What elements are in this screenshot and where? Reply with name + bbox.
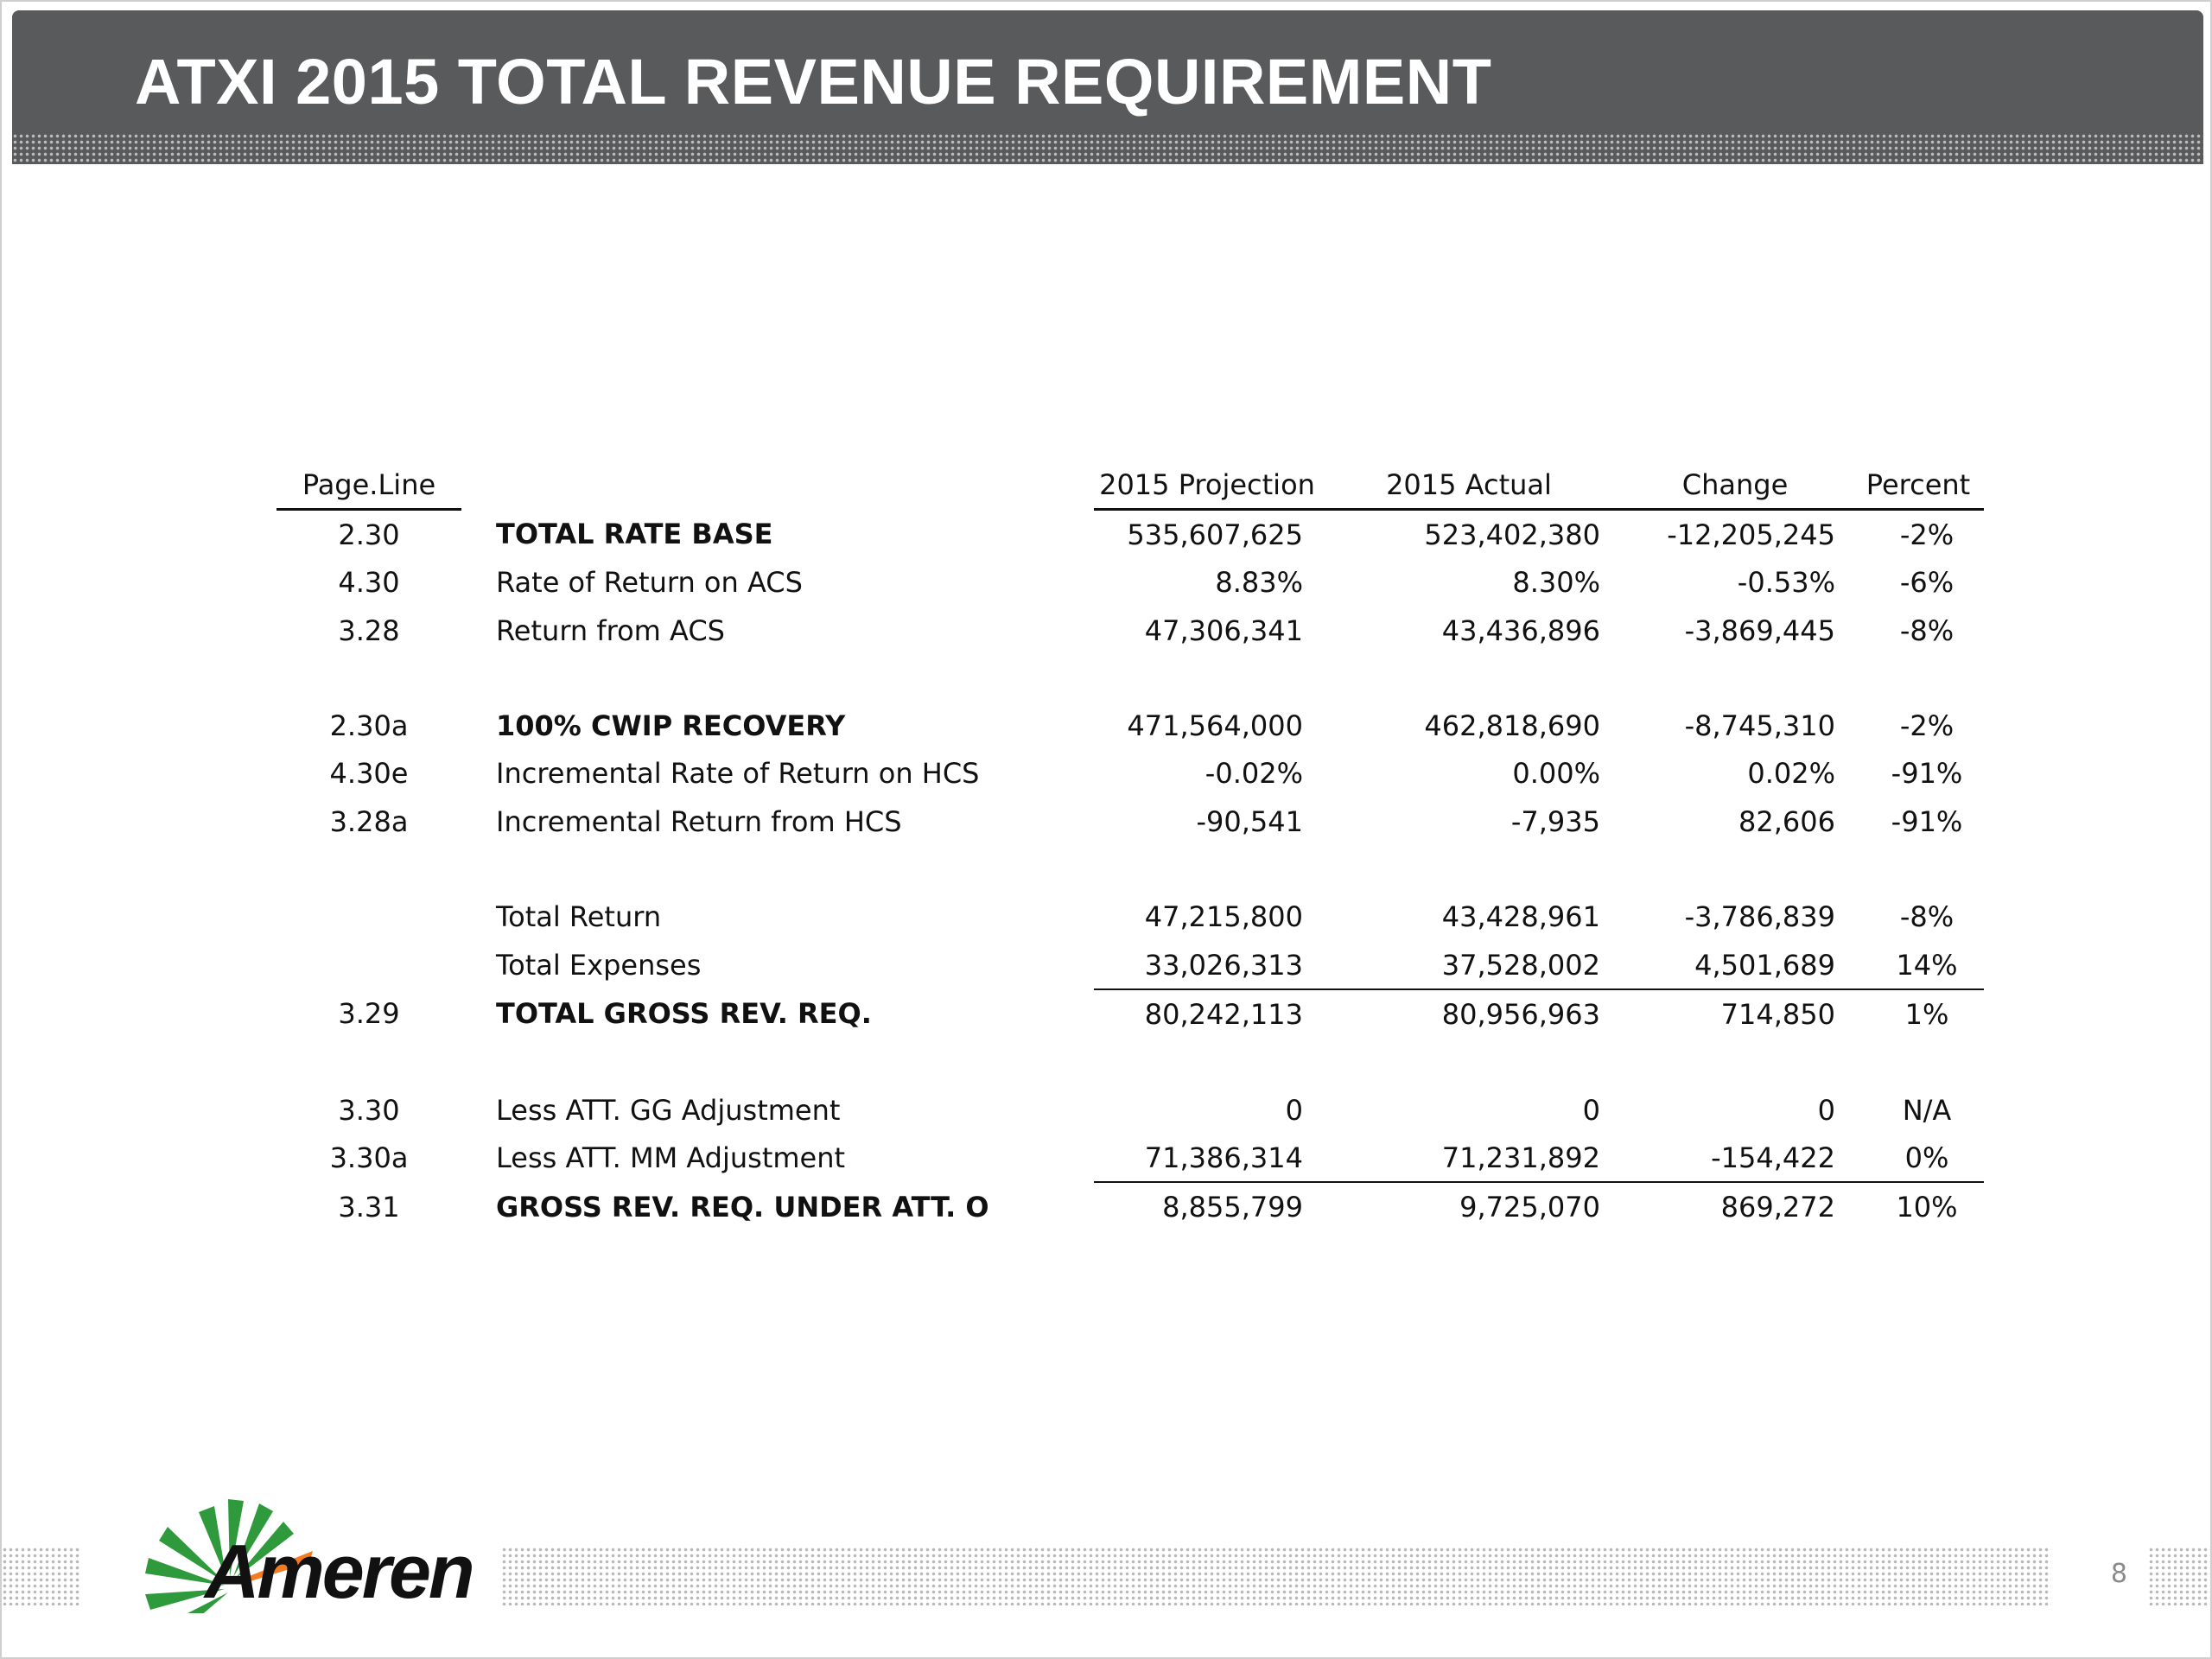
- table-header-row: [276, 461, 1984, 510]
- description-cell: Rate of Return on ACS: [496, 566, 803, 600]
- table-row: [276, 893, 1984, 941]
- spacer-row: [276, 1039, 1984, 1086]
- percent-cell: -91%: [1891, 804, 1963, 838]
- table-row: [276, 510, 1984, 559]
- table-row: [276, 1134, 1984, 1182]
- percent-cell: 14%: [1853, 941, 1984, 989]
- page-line-cell: 3.30: [338, 1093, 400, 1127]
- column-header-percent: Percent: [1853, 461, 1984, 510]
- projection-cell: 8,855,799: [1162, 1191, 1303, 1224]
- percent-cell: -8%: [1899, 900, 1955, 934]
- table-row: [276, 1086, 1984, 1134]
- change-cell: 0.02%: [1747, 757, 1835, 791]
- change-cell: -0.53%: [1737, 566, 1835, 600]
- table-row: [276, 989, 1984, 1038]
- projection-cell: 47,215,800: [1144, 900, 1303, 934]
- actual-cell: 462,818,690: [1424, 709, 1600, 743]
- actual-cell: 43,428,961: [1441, 900, 1600, 934]
- page-line-cell: 3.28: [338, 613, 400, 647]
- projection-cell: -90,541: [1196, 804, 1303, 838]
- page-line-cell: 2.30a: [329, 709, 409, 743]
- change-cell: -8,745,310: [1684, 709, 1835, 743]
- table-row: [276, 750, 1984, 798]
- change-cell: 4,501,689: [1618, 941, 1853, 989]
- footer-dot-pattern-center: [501, 1547, 2051, 1605]
- description-cell: TOTAL GROSS REV. REQ.: [496, 997, 872, 1031]
- percent-cell: -91%: [1891, 757, 1963, 791]
- column-header-2015-projection: 2015 Projection: [1094, 461, 1320, 510]
- percent-cell: -6%: [1899, 566, 1955, 600]
- actual-cell: -7,935: [1510, 804, 1600, 838]
- projection-cell: 71,386,314: [1094, 1134, 1320, 1182]
- percent-cell: -8%: [1899, 613, 1955, 647]
- projection-cell: 535,607,625: [1127, 518, 1303, 551]
- change-cell: 714,850: [1720, 997, 1835, 1031]
- description-cell: Less ATT. GG Adjustment: [496, 1093, 841, 1127]
- projection-cell: 8.83%: [1215, 566, 1303, 600]
- percent-cell: N/A: [1902, 1093, 1952, 1127]
- percent-cell: -2%: [1899, 518, 1955, 551]
- actual-cell: 8.30%: [1512, 566, 1600, 600]
- percent-cell: 0%: [1853, 1134, 1984, 1182]
- revenue-requirement-table: [276, 461, 1984, 1231]
- column-header-2015-actual: 2015 Actual: [1320, 461, 1618, 510]
- projection-cell: 471,564,000: [1127, 709, 1303, 743]
- description-cell: GROSS REV. REQ. UNDER ATT. O: [496, 1190, 989, 1224]
- change-cell: 0: [1817, 1093, 1835, 1127]
- page-line-cell: 4.30: [338, 566, 400, 600]
- header-dot-pattern: [12, 133, 2203, 164]
- page-line-cell: [276, 893, 461, 941]
- page-line-cell: 3.30a: [329, 1141, 409, 1175]
- page-line-cell: 3.31: [338, 1190, 400, 1224]
- slide-header: [12, 10, 2203, 164]
- actual-cell: 9,725,070: [1459, 1191, 1600, 1224]
- page-number: 8: [2110, 1559, 2127, 1589]
- page-line-cell: [276, 941, 461, 989]
- column-header-description: [479, 461, 1094, 510]
- change-cell: 869,272: [1720, 1191, 1835, 1224]
- table-row: [276, 559, 1984, 607]
- page-line-cell: 3.28a: [329, 804, 409, 838]
- projection-cell: 80,242,113: [1144, 997, 1303, 1031]
- description-cell: Total Return: [496, 900, 662, 934]
- table-row: [276, 607, 1984, 654]
- actual-cell: 0.00%: [1512, 757, 1600, 791]
- slide-title: ATXI 2015 TOTAL REVENUE REQUIREMENT: [135, 46, 1492, 118]
- projection-cell: 0: [1285, 1093, 1303, 1127]
- actual-cell: 43,436,896: [1441, 613, 1600, 647]
- percent-cell: 10%: [1896, 1191, 1958, 1224]
- footer-dot-pattern-left: [2, 1547, 81, 1605]
- spacer-row: [276, 845, 1984, 893]
- table-row: [276, 798, 1984, 845]
- page-line-cell: 4.30e: [329, 757, 409, 791]
- change-cell: -3,869,445: [1684, 613, 1835, 647]
- table-row: [276, 702, 1984, 749]
- description-cell: Incremental Rate of Return on HCS: [496, 757, 980, 791]
- description-cell: TOTAL RATE BASE: [496, 518, 773, 551]
- footer-dot-pattern-right: [2148, 1547, 2210, 1605]
- actual-cell: 523,402,380: [1424, 518, 1600, 551]
- description-cell: Return from ACS: [496, 613, 725, 647]
- spacer-row: [276, 654, 1984, 702]
- actual-cell: 0: [1582, 1093, 1600, 1127]
- column-gap: [461, 461, 479, 510]
- actual-cell: 71,231,892: [1320, 1134, 1618, 1182]
- page-line-cell: 2.30: [338, 518, 400, 551]
- description-cell: Less ATT. MM Adjustment: [496, 1141, 846, 1175]
- column-header-page-line: Page.Line: [276, 461, 461, 510]
- revenue-table-container: [276, 461, 2005, 1231]
- table-row: [276, 941, 1984, 989]
- percent-cell: 1%: [1904, 997, 1949, 1031]
- actual-cell: 80,956,963: [1441, 997, 1600, 1031]
- change-cell: -154,422: [1618, 1134, 1853, 1182]
- column-header-change: Change: [1618, 461, 1853, 510]
- projection-cell: 47,306,341: [1144, 613, 1303, 647]
- percent-cell: -2%: [1899, 709, 1955, 743]
- description-cell: 100% CWIP RECOVERY: [496, 709, 846, 743]
- actual-cell: 37,528,002: [1320, 941, 1618, 989]
- table-row: [276, 1182, 1984, 1230]
- change-cell: -12,205,245: [1667, 518, 1835, 551]
- description-cell: Total Expenses: [496, 949, 702, 982]
- page-line-cell: 3.29: [338, 997, 400, 1031]
- description-cell: Incremental Return from HCS: [496, 804, 902, 838]
- change-cell: 82,606: [1738, 804, 1835, 838]
- projection-cell: 33,026,313: [1094, 941, 1320, 989]
- ameren-logo-text: Ameren: [205, 1529, 473, 1614]
- change-cell: -3,786,839: [1684, 900, 1835, 934]
- projection-cell: -0.02%: [1205, 757, 1303, 791]
